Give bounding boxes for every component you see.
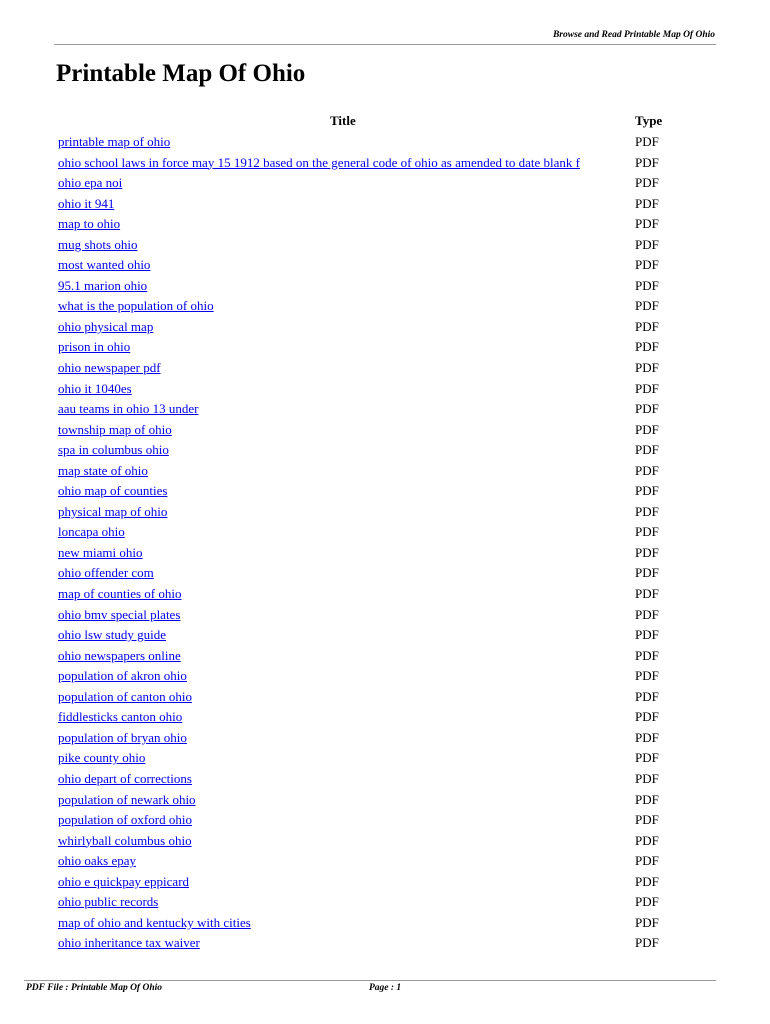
- table-row: [0, 831, 770, 852]
- document-type: PDF: [635, 832, 659, 848]
- table-row: [0, 584, 770, 605]
- document-link[interactable]: ohio bmv special plates: [58, 606, 181, 622]
- document-link[interactable]: what is the population of ohio: [58, 298, 214, 314]
- document-type: PDF: [635, 729, 659, 745]
- document-link[interactable]: printable map of ohio: [58, 134, 171, 149]
- document-link[interactable]: fiddlesticks canton ohio: [58, 709, 183, 725]
- table-row: [0, 358, 770, 379]
- document-link[interactable]: new miami ohio: [58, 544, 143, 560]
- document-link[interactable]: mug shots ohio: [58, 236, 138, 252]
- document-type: PDF: [635, 401, 659, 417]
- table-row: [0, 502, 770, 523]
- document-link[interactable]: ohio offender com: [58, 565, 154, 581]
- table-row: [0, 337, 770, 358]
- document-link[interactable]: whirlyball columbus ohio: [58, 832, 192, 848]
- table-row: [0, 173, 770, 194]
- document-link[interactable]: ohio newspaper pdf: [58, 360, 161, 376]
- table-row: [0, 481, 770, 502]
- document-link[interactable]: population of canton ohio: [58, 688, 192, 704]
- table-row: [0, 440, 770, 461]
- document-type: PDF: [635, 195, 659, 211]
- table-row: [0, 605, 770, 626]
- document-type: PDF: [635, 257, 659, 273]
- document-type: PDF: [635, 586, 659, 602]
- document-link[interactable]: ohio it 941: [58, 195, 115, 211]
- document-link[interactable]: ohio epa noi: [58, 175, 123, 191]
- document-type: PDF: [635, 873, 659, 889]
- document-link[interactable]: ohio school laws in force may 15 1912 based on the general code of ohio as amended to date blank f: [58, 154, 581, 170]
- page-title: Printable Map Of Ohio: [56, 60, 306, 87]
- document-type: PDF: [635, 606, 659, 622]
- document-type: PDF: [635, 894, 659, 910]
- table-row: [0, 790, 770, 811]
- table-row: [0, 769, 770, 790]
- document-type: PDF: [635, 277, 659, 293]
- document-type: PDF: [635, 565, 659, 581]
- document-link[interactable]: spa in columbus ohio: [58, 442, 169, 458]
- table-row: [0, 851, 770, 872]
- document-type: PDF: [635, 442, 659, 458]
- footer-page-number: Page : 1: [369, 983, 402, 993]
- table-row: [0, 748, 770, 769]
- document-link[interactable]: 95.1 marion ohio: [58, 277, 148, 293]
- document-link[interactable]: population of akron ohio: [58, 668, 187, 684]
- document-type: PDF: [635, 421, 659, 437]
- table-row: [0, 317, 770, 338]
- document-type: PDF: [635, 750, 659, 766]
- document-link[interactable]: ohio it 1040es: [58, 380, 132, 396]
- document-list: [0, 132, 770, 954]
- document-type: PDF: [635, 175, 659, 191]
- document-type: PDF: [635, 503, 659, 519]
- table-row: [0, 379, 770, 400]
- document-type: PDF: [635, 709, 659, 725]
- table-row: [0, 522, 770, 543]
- document-type: PDF: [635, 853, 659, 869]
- document-link[interactable]: ohio oaks epay: [58, 853, 136, 869]
- document-link[interactable]: population of newark ohio: [58, 791, 196, 807]
- document-link[interactable]: population of bryan ohio: [58, 729, 187, 745]
- table-row: [0, 933, 770, 954]
- document-link[interactable]: aau teams in ohio 13 under: [58, 401, 199, 417]
- document-link[interactable]: ohio public records: [58, 894, 159, 910]
- table-row: [0, 296, 770, 317]
- document-type: PDF: [635, 770, 659, 786]
- document-type: PDF: [635, 544, 659, 560]
- table-row: [0, 892, 770, 913]
- document-type: PDF: [635, 134, 659, 149]
- table-row: [0, 276, 770, 297]
- table-row: [0, 666, 770, 687]
- document-type: PDF: [635, 627, 659, 643]
- document-link[interactable]: township map of ohio: [58, 421, 172, 437]
- document-type: PDF: [635, 812, 659, 828]
- document-type: PDF: [635, 154, 659, 170]
- document-link[interactable]: pike county ohio: [58, 750, 146, 766]
- document-type: PDF: [635, 318, 659, 334]
- table-row: [0, 235, 770, 256]
- table-row: [0, 153, 770, 174]
- document-link[interactable]: ohio e quickpay eppicard: [58, 873, 190, 889]
- document-type: PDF: [635, 935, 659, 951]
- document-link[interactable]: ohio map of counties: [58, 483, 168, 499]
- document-link[interactable]: map of counties of ohio: [58, 586, 182, 602]
- document-type: PDF: [635, 360, 659, 376]
- document-type: PDF: [635, 339, 659, 355]
- table-row: [0, 646, 770, 667]
- table-row: [0, 810, 770, 831]
- document-type: PDF: [635, 914, 659, 930]
- table-row: [0, 132, 770, 153]
- document-type: PDF: [635, 216, 659, 232]
- document-link[interactable]: prison in ohio: [58, 339, 131, 355]
- table-row: [0, 543, 770, 564]
- document-type: PDF: [635, 298, 659, 314]
- table-row: [0, 420, 770, 441]
- table-row: [0, 214, 770, 235]
- document-link[interactable]: ohio inheritance tax waiver: [58, 935, 200, 951]
- table-row: [0, 728, 770, 749]
- table-row: [0, 913, 770, 934]
- table-row: [0, 255, 770, 276]
- document-type: PDF: [635, 647, 659, 663]
- table-row: [0, 872, 770, 893]
- table-row: [0, 461, 770, 482]
- table-row: [0, 194, 770, 215]
- table-row: [0, 399, 770, 420]
- column-header-type: Type: [635, 113, 663, 128]
- document-link[interactable]: map of ohio and kentucky with cities: [58, 914, 251, 930]
- document-type: PDF: [635, 236, 659, 252]
- table-row: [0, 625, 770, 646]
- table-row: [0, 687, 770, 708]
- document-type: PDF: [635, 688, 659, 704]
- footer-file-label: PDF File : Printable Map Of Ohio: [26, 983, 162, 993]
- table-row: [0, 707, 770, 728]
- document-link[interactable]: ohio depart of corrections: [58, 770, 192, 786]
- document-link[interactable]: loncapa ohio: [58, 524, 125, 540]
- document-type: PDF: [635, 668, 659, 684]
- document-type: PDF: [635, 791, 659, 807]
- document-type: PDF: [635, 462, 659, 478]
- document-link[interactable]: ohio lsw study guide: [58, 627, 166, 643]
- document-link[interactable]: map state of ohio: [58, 462, 148, 478]
- document-link[interactable]: most wanted ohio: [58, 257, 151, 273]
- document-type: PDF: [635, 483, 659, 499]
- document-link[interactable]: physical map of ohio: [58, 503, 168, 519]
- document-link[interactable]: ohio newspapers online: [58, 647, 181, 663]
- header-divider: [54, 44, 716, 45]
- table-row: [0, 563, 770, 584]
- header-text: Browse and Read Printable Map Of Ohio: [552, 30, 715, 40]
- document-type: PDF: [635, 524, 659, 540]
- document-link[interactable]: map to ohio: [58, 216, 121, 232]
- document-type: PDF: [635, 380, 659, 396]
- column-header-title: Title: [330, 113, 356, 128]
- footer-divider: [24, 980, 716, 981]
- document-link[interactable]: ohio physical map: [58, 318, 154, 334]
- document-link[interactable]: population of oxford ohio: [58, 812, 192, 828]
